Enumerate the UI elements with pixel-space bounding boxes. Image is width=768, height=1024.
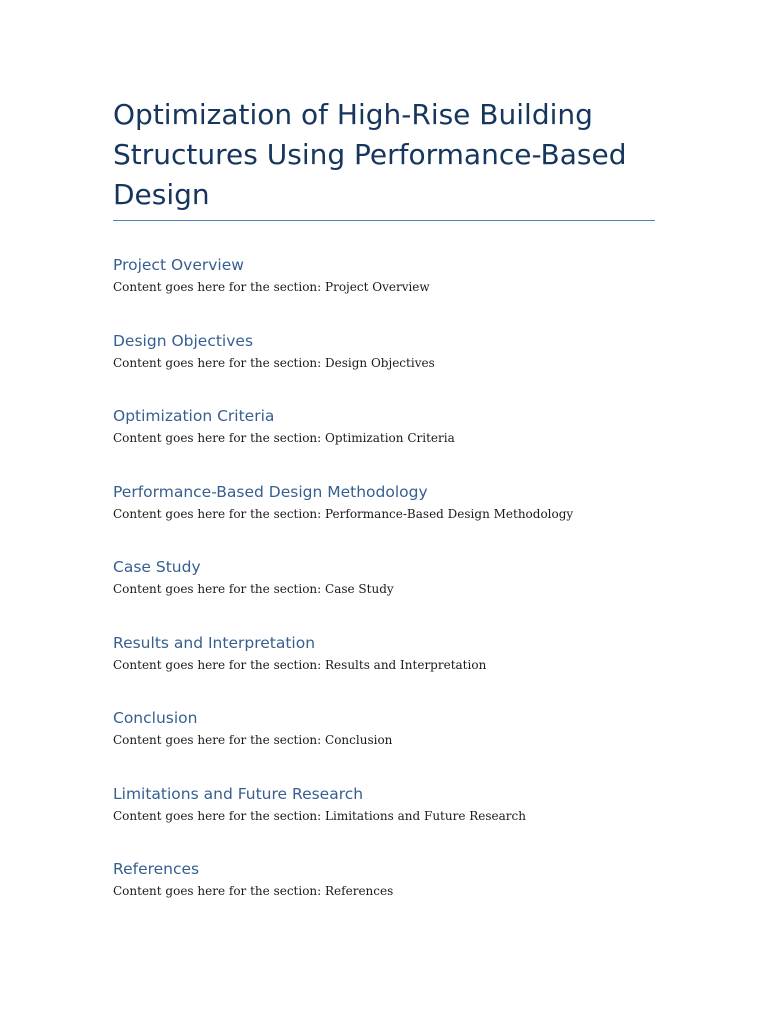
section-limitations-and-future-research bbox=[113, 783, 713, 859]
section-body: Content goes here for the section: Project Overview bbox=[113, 280, 430, 294]
section-results-and-interpretation bbox=[113, 632, 713, 708]
section-body: Content goes here for the section: References bbox=[113, 884, 394, 898]
section-performance-based-design-methodology bbox=[113, 481, 713, 557]
section-body: Content goes here for the section: Limitations and Future Research bbox=[113, 808, 526, 823]
section-heading: Project Overview bbox=[113, 256, 244, 274]
section-body: Content goes here for the section: Results and Interpretation bbox=[113, 657, 487, 672]
section-heading: Design Objectives bbox=[113, 331, 254, 350]
section-project-overview bbox=[113, 254, 713, 330]
section-heading: References bbox=[113, 860, 200, 878]
section-heading: Conclusion bbox=[113, 709, 198, 727]
section-optimization-criteria bbox=[113, 405, 713, 481]
section-body: Content goes here for the section: Optimization Criteria bbox=[113, 431, 455, 445]
section-list bbox=[113, 254, 713, 934]
section-heading: Optimization Criteria bbox=[113, 407, 275, 425]
section-body: Content goes here for the section: Performance-Based Design Methodology bbox=[113, 506, 574, 521]
section-heading: Results and Interpretation bbox=[113, 633, 316, 652]
section-body: Content goes here for the section: Conclusion bbox=[113, 733, 393, 747]
document-title: Optimization of High-Rise Building Structures Using Performance-Based Design bbox=[113, 98, 627, 211]
section-conclusion bbox=[113, 707, 713, 783]
section-heading: Case Study bbox=[113, 558, 201, 576]
section-references bbox=[113, 858, 713, 934]
title-divider bbox=[113, 220, 655, 221]
section-body: Content goes here for the section: Case Study bbox=[113, 582, 394, 596]
section-heading: Performance-Based Design Methodology bbox=[113, 482, 428, 501]
section-body: Content goes here for the section: Design Objectives bbox=[113, 355, 435, 370]
section-design-objectives bbox=[113, 330, 713, 406]
section-heading: Limitations and Future Research bbox=[113, 784, 364, 803]
section-case-study bbox=[113, 556, 713, 632]
